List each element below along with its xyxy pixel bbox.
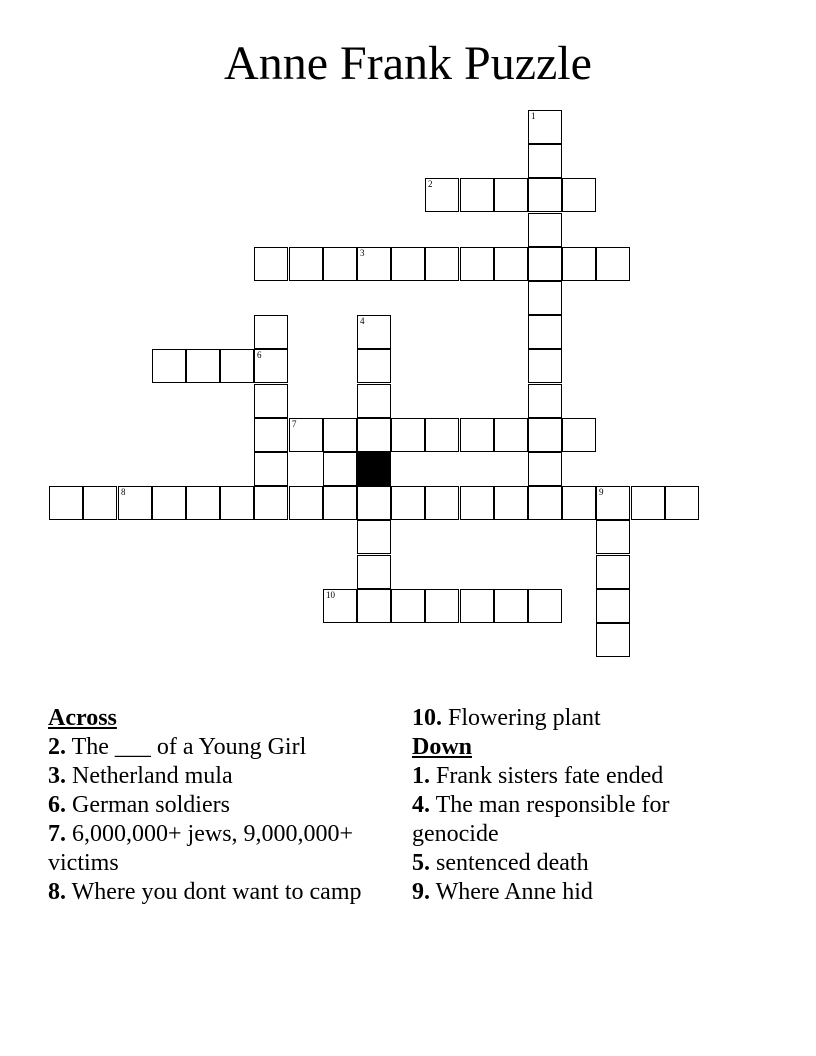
grid-cell[interactable]: [528, 418, 562, 452]
clue-down-9: [412, 878, 752, 907]
grid-cell[interactable]: [186, 486, 220, 520]
clue-number-label: 9: [599, 487, 604, 497]
grid-cell[interactable]: [357, 349, 391, 383]
grid-cell[interactable]: [391, 589, 425, 623]
grid-cell[interactable]: [528, 110, 562, 144]
clue-number-label: 2: [428, 179, 433, 189]
clue-text: German soldiers: [72, 792, 230, 818]
clue-number-label: 10: [326, 590, 335, 600]
grid-cell[interactable]: [425, 247, 459, 281]
grid-cell[interactable]: [254, 452, 288, 486]
grid-cell[interactable]: [562, 418, 596, 452]
clue-text: 6,000,000+ jews, 9,000,000+ victims: [48, 821, 354, 876]
grid-cell[interactable]: [528, 452, 562, 486]
grid-cell[interactable]: [357, 247, 391, 281]
grid-cell[interactable]: [289, 418, 323, 452]
clue-number: 7.: [48, 821, 66, 847]
clue-text: Frank sisters fate ended: [436, 763, 664, 789]
grid-cell[interactable]: [425, 418, 459, 452]
grid-cell[interactable]: [289, 486, 323, 520]
grid-cell[interactable]: [425, 486, 459, 520]
grid-cell[interactable]: [254, 486, 288, 520]
grid-cell[interactable]: [254, 384, 288, 418]
grid-cell[interactable]: [49, 486, 83, 520]
grid-cell[interactable]: [425, 589, 459, 623]
grid-cell[interactable]: [357, 315, 391, 349]
down-heading: Down: [412, 734, 473, 760]
grid-cell[interactable]: [425, 178, 459, 212]
grid-block: [357, 452, 391, 486]
clue-number: 2.: [48, 734, 66, 760]
grid-cell[interactable]: [528, 315, 562, 349]
grid-cell[interactable]: [391, 486, 425, 520]
clue-number-label: 8: [121, 487, 126, 497]
grid-cell[interactable]: [323, 247, 357, 281]
clue-across-10: [412, 704, 752, 733]
clue-text: Where Anne hid: [435, 879, 593, 905]
grid-cell[interactable]: [83, 486, 117, 520]
grid-cell[interactable]: [562, 247, 596, 281]
grid-cell[interactable]: [254, 315, 288, 349]
grid-cell[interactable]: [596, 247, 630, 281]
grid-cell[interactable]: [562, 178, 596, 212]
clue-text: Netherland mula: [72, 763, 233, 789]
grid-cell[interactable]: [186, 349, 220, 383]
grid-cell[interactable]: [460, 418, 494, 452]
clue-across-8: [48, 878, 388, 907]
grid-cell[interactable]: [596, 520, 630, 554]
grid-cell[interactable]: [323, 486, 357, 520]
grid-cell[interactable]: [494, 178, 528, 212]
grid-cell[interactable]: [528, 247, 562, 281]
clue-number-label: 3: [360, 248, 365, 258]
grid-cell[interactable]: [357, 384, 391, 418]
grid-cell[interactable]: [357, 555, 391, 589]
grid-cell[interactable]: [118, 486, 152, 520]
grid-cell[interactable]: [323, 452, 357, 486]
grid-cell[interactable]: [562, 486, 596, 520]
clue-number-label: 4: [360, 316, 365, 326]
grid-cell[interactable]: [596, 589, 630, 623]
clue-text: Flowering plant: [448, 705, 601, 731]
grid-cell[interactable]: [357, 418, 391, 452]
grid-cell[interactable]: [391, 247, 425, 281]
clue-number: 6.: [48, 792, 66, 818]
clue-number: 4.: [412, 792, 430, 818]
grid-cell[interactable]: [596, 623, 630, 657]
clue-text: sentenced death: [436, 850, 589, 876]
clue-number: 10.: [412, 705, 442, 731]
grid-cell[interactable]: [460, 178, 494, 212]
clue-across-3: [48, 762, 388, 791]
grid-cell[interactable]: [528, 384, 562, 418]
clue-down-4: [412, 791, 752, 849]
clue-across-2: [48, 733, 388, 762]
grid-cell[interactable]: [460, 486, 494, 520]
clue-number: 5.: [412, 850, 430, 876]
grid-cell[interactable]: [220, 349, 254, 383]
clue-text: Where you dont want to camp: [71, 879, 362, 905]
grid-cell[interactable]: [220, 486, 254, 520]
grid-cell[interactable]: [289, 247, 323, 281]
grid-cell[interactable]: [254, 247, 288, 281]
grid-cell[interactable]: [460, 247, 494, 281]
grid-cell[interactable]: [460, 589, 494, 623]
across-heading: Across: [48, 705, 117, 731]
clues-column-left: [48, 704, 388, 907]
grid-cell[interactable]: [528, 281, 562, 315]
clue-down-5: [412, 849, 752, 878]
grid-cell[interactable]: [152, 486, 186, 520]
grid-cell[interactable]: [631, 486, 665, 520]
grid-cell[interactable]: [357, 486, 391, 520]
clue-number-label: 6: [257, 350, 262, 360]
grid-cell[interactable]: [357, 520, 391, 554]
clue-down-1: [412, 762, 752, 791]
grid-cell[interactable]: [494, 418, 528, 452]
clue-number-label: 1: [531, 111, 536, 121]
grid-cell[interactable]: [323, 589, 357, 623]
clue-across-6: [48, 791, 388, 820]
clue-text: The man responsible for genocide: [412, 792, 670, 847]
clue-number: 8.: [48, 879, 66, 905]
grid-cell[interactable]: [528, 144, 562, 178]
grid-cell[interactable]: [254, 418, 288, 452]
grid-cell[interactable]: [528, 486, 562, 520]
clue-number-label: 7: [292, 419, 297, 429]
grid-cell[interactable]: [596, 555, 630, 589]
grid-cell[interactable]: [494, 247, 528, 281]
grid-cell[interactable]: [254, 349, 288, 383]
clue-number: 3.: [48, 763, 66, 789]
grid-cell[interactable]: [665, 486, 699, 520]
grid-cell[interactable]: [596, 486, 630, 520]
grid-cell[interactable]: [391, 418, 425, 452]
grid-cell[interactable]: [528, 213, 562, 247]
grid-cell[interactable]: [528, 349, 562, 383]
clue-number: 1.: [412, 763, 430, 789]
grid-cell[interactable]: [323, 418, 357, 452]
grid-cell[interactable]: [528, 178, 562, 212]
grid-cell[interactable]: [528, 589, 562, 623]
clue-number: 9.: [412, 879, 430, 905]
grid-cell[interactable]: [152, 349, 186, 383]
grid-cell[interactable]: [494, 486, 528, 520]
clue-text: The ___ of a Young Girl: [71, 734, 307, 760]
clue-across-7: [48, 820, 388, 878]
page-title: Anne Frank Puzzle: [224, 37, 592, 90]
grid-cell[interactable]: [494, 589, 528, 623]
clues-column-right: [412, 704, 752, 907]
grid-cell[interactable]: [357, 589, 391, 623]
